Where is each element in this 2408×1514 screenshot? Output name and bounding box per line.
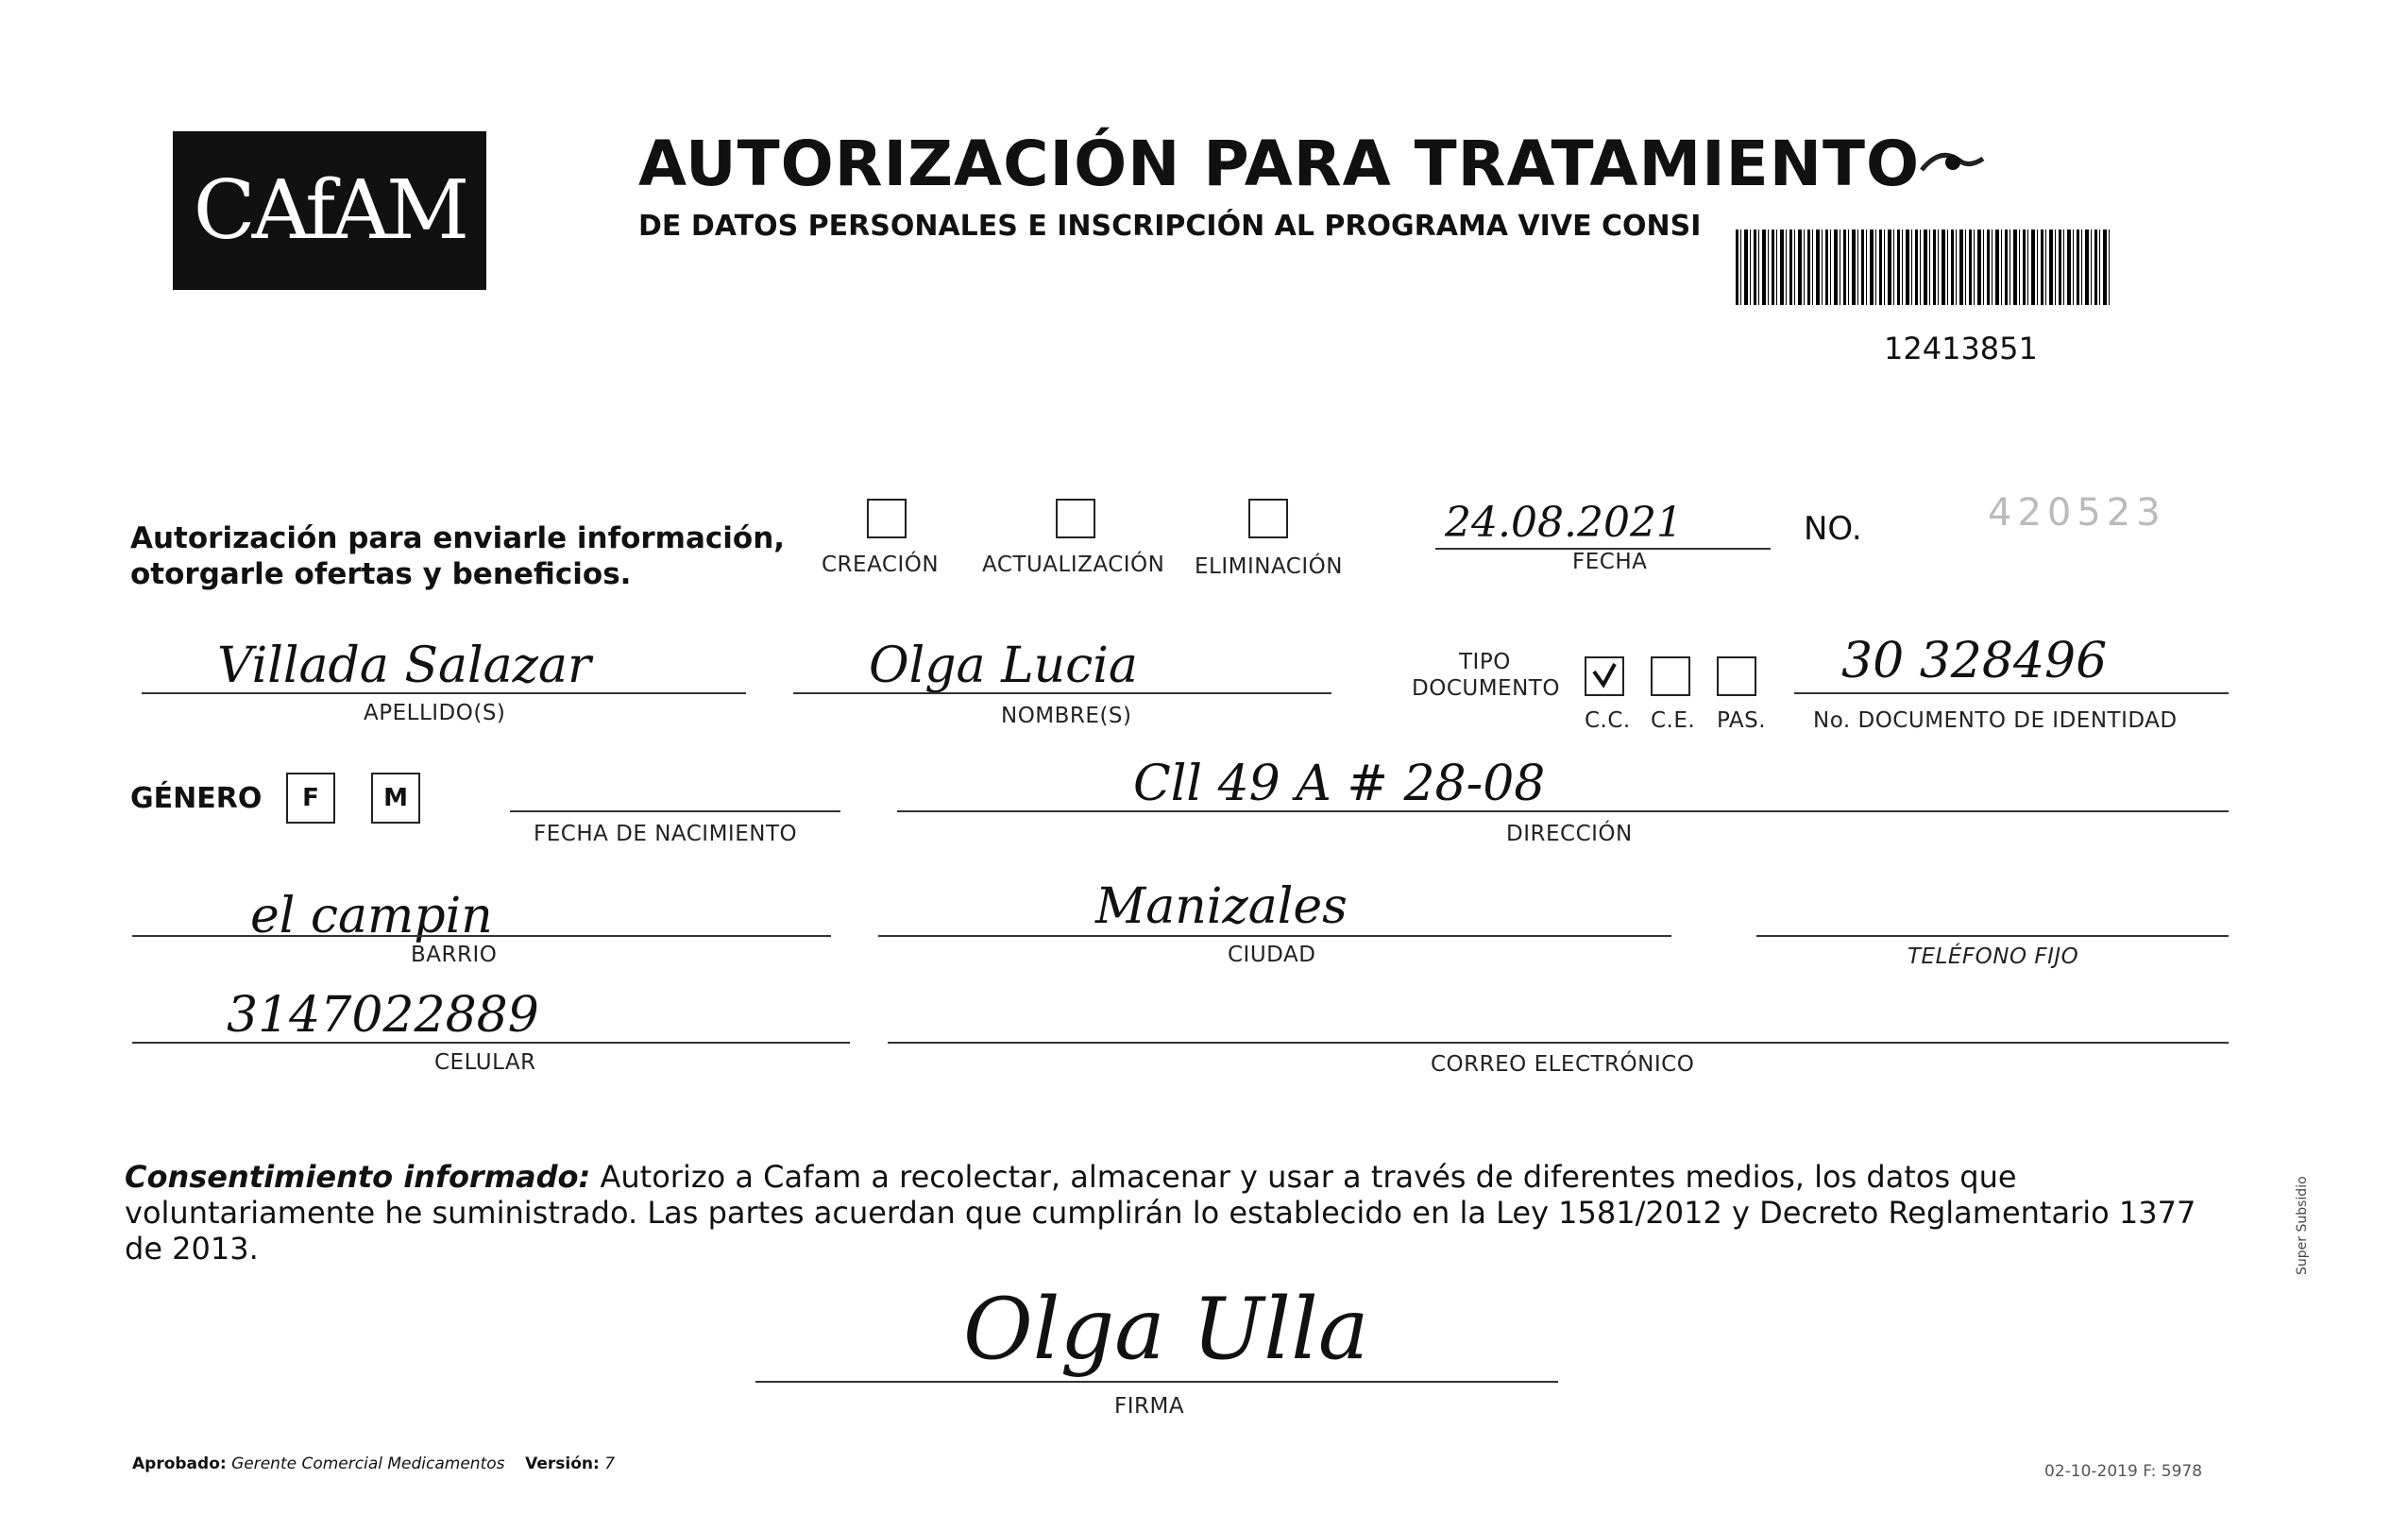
authorization-text-2: otorgarle ofertas y beneficios.	[130, 557, 632, 591]
signature-label: FIRMA	[1114, 1394, 1185, 1419]
apellidos-line	[142, 692, 746, 694]
eliminacion-checkbox[interactable]	[1248, 499, 1288, 538]
tipo-label-1: TIPO	[1459, 650, 1511, 674]
signature-line	[755, 1381, 1558, 1383]
apellidos-value[interactable]: Villada Salazar	[217, 638, 591, 694]
celular-value[interactable]: 3147022889	[227, 987, 539, 1044]
aprobado-value: Gerente Comercial Medicamentos	[231, 1454, 505, 1473]
stamp-mark-icon	[1917, 142, 2002, 179]
check-mark-icon	[1586, 658, 1622, 694]
nombres-line	[793, 692, 1331, 694]
no-label: NO.	[1804, 510, 1862, 548]
version-value: 7	[604, 1454, 616, 1473]
footer-approval	[132, 1454, 615, 1473]
telefono-line	[1756, 935, 2229, 937]
correo-label: CORREO ELECTRÓNICO	[1431, 1052, 1695, 1077]
ciudad-value[interactable]: Manizales	[1095, 878, 1348, 935]
pas-checkbox[interactable]	[1717, 656, 1756, 696]
barcode	[1736, 230, 2111, 305]
nacimiento-line	[510, 810, 840, 812]
ciudad-line	[878, 935, 1671, 937]
nombres-value[interactable]: Olga Lucia	[869, 638, 1138, 694]
form-subtitle: DE DATOS PERSONALES E INSCRIPCIÓN AL PROGRAMA VIVE CONSI	[638, 210, 1702, 243]
documento-value[interactable]: 30 328496	[1841, 633, 2108, 689]
aprobado-label: Aprobado:	[132, 1454, 227, 1473]
no-value: 420523	[1988, 491, 2166, 535]
barrio-label: BARRIO	[411, 943, 498, 967]
documento-line	[1794, 692, 2229, 694]
correo-line	[888, 1042, 2229, 1044]
actualizacion-label: ACTUALIZACIÓN	[982, 553, 1165, 577]
form-title: AUTORIZACIÓN PARA TRATAMIENTO	[638, 128, 1921, 200]
creacion-checkbox[interactable]	[867, 499, 907, 538]
documento-label: No. DOCUMENTO DE IDENTIDAD	[1813, 708, 2178, 733]
genero-label: GÉNERO	[130, 782, 263, 815]
genero-m-box[interactable]: M	[371, 773, 420, 824]
tipo-label-2: DOCUMENTO	[1412, 676, 1560, 701]
consent-paragraph	[125, 1159, 2230, 1267]
side-text: Super Subsidio	[2295, 1176, 2310, 1275]
pas-label: PAS.	[1717, 708, 1767, 733]
authorization-text-1: Autorización para enviarle información,	[130, 521, 786, 555]
eliminacion-label: ELIMINACIÓN	[1195, 554, 1343, 579]
version-label: Versión:	[525, 1454, 600, 1473]
logo-text: CAfAM	[193, 163, 466, 258]
cc-checkbox[interactable]	[1585, 656, 1624, 696]
consent-text: Autorizo a Cafam a recolectar, almacenar y usar a través de diferentes medios, los datos que voluntariamente he suministrado. Las partes acuerdan que cumplirán lo establecido en la Ley 1581/2012 y Decreto Reglamentario 1377 de 2013.	[125, 1159, 2196, 1267]
creacion-label: CREACIÓN	[822, 553, 940, 577]
ce-label: C.E.	[1651, 708, 1696, 733]
cafam-logo	[173, 131, 486, 290]
direccion-line	[897, 810, 2229, 812]
nombres-label: NOMBRE(S)	[1001, 704, 1132, 728]
direccion-label: DIRECCIÓN	[1506, 822, 1633, 846]
celular-line	[132, 1042, 850, 1044]
fecha-label: FECHA	[1572, 550, 1648, 574]
direccion-value[interactable]: Cll 49 A # 28-08	[1133, 756, 1546, 812]
barrio-line	[132, 935, 831, 937]
ce-checkbox[interactable]	[1651, 656, 1690, 696]
celular-label: CELULAR	[434, 1050, 536, 1075]
apellidos-label: APELLIDO(S)	[364, 701, 506, 725]
signature-value[interactable]: Olga Ulla	[963, 1280, 1369, 1379]
barrio-value[interactable]: el campin	[250, 888, 493, 944]
actualizacion-checkbox[interactable]	[1056, 499, 1095, 538]
footer-code: 02-10-2019 F: 5978	[2044, 1462, 2203, 1481]
barcode-number: 12413851	[1884, 331, 2038, 366]
consent-heading: Consentimiento informado:	[125, 1159, 591, 1195]
cc-label: C.C.	[1585, 708, 1631, 733]
nacimiento-label: FECHA DE NACIMIENTO	[534, 822, 798, 846]
telefono-label: TELÉFONO FIJO	[1908, 944, 2079, 969]
ciudad-label: CIUDAD	[1228, 943, 1316, 967]
genero-f-box[interactable]: F	[286, 773, 335, 824]
fecha-value[interactable]: 24.08.2021	[1445, 499, 1683, 547]
